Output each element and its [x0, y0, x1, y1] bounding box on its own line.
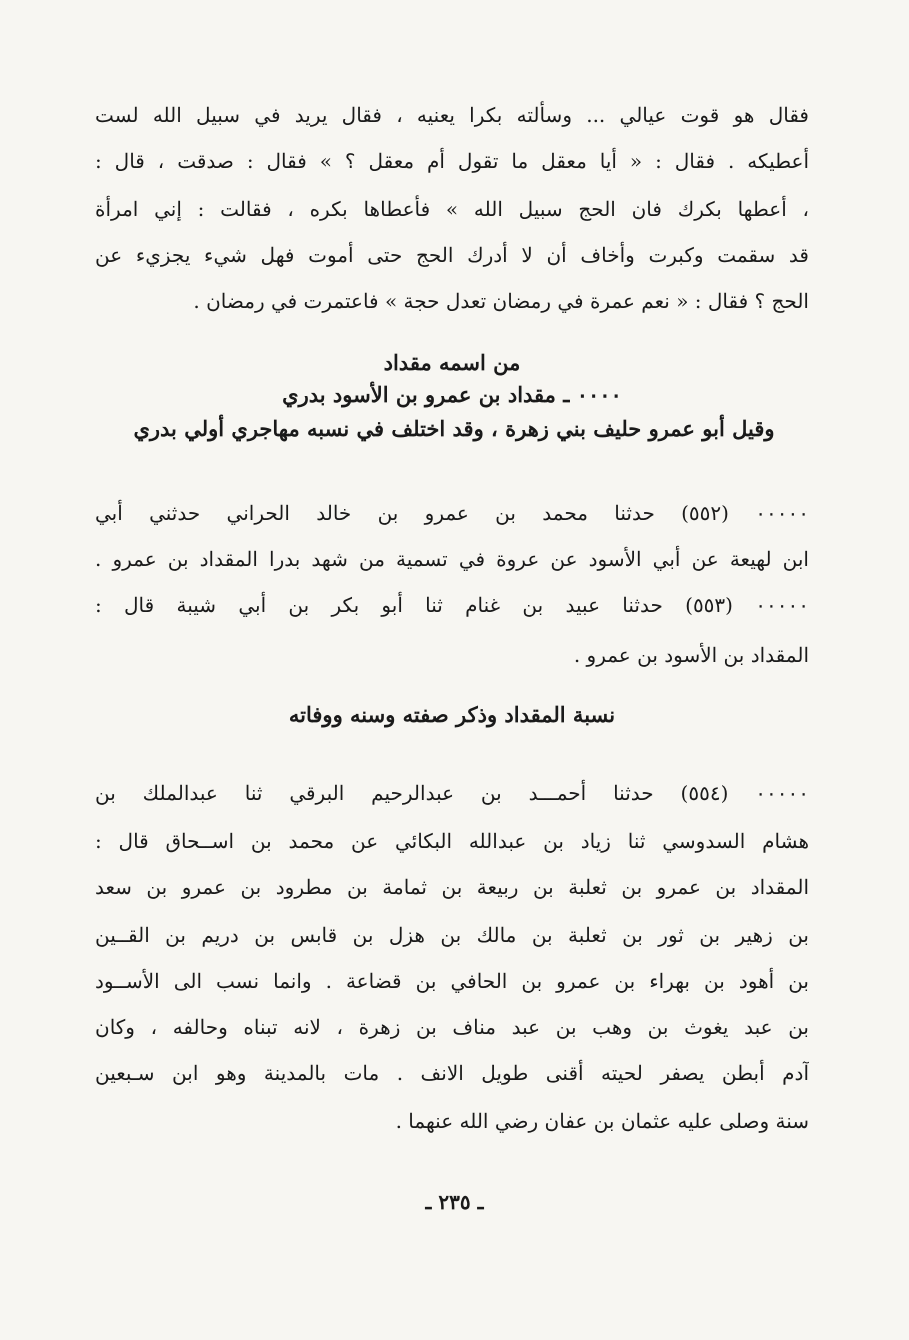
- section-heading: نسبة المقداد وذكر صفته وسنه ووفاته: [288, 702, 616, 727]
- paragraph-line: قد سقمت وكبرت وأخاف أن لا أدرك الحج حتى أموت فهل شيء يجزيء عن: [95, 243, 809, 267]
- entry-subtitle: وقيل أبو عمرو حليف بني زهرة ، وقد اختلف في نسبه مهاجري أولي بدري: [133, 416, 775, 441]
- hadith-line: ٠٠٠٠٠ (٥٥٣) حدثنا عبيد بن غنام ثنا أبو بكر بن أبي شيبة قال :: [95, 593, 809, 617]
- hadith-line: المقداد بن الأسود بن عمرو .: [573, 643, 809, 667]
- section-heading: من اسمه مقداد: [383, 350, 521, 375]
- paragraph-line: الحج ؟ فقال : « نعم عمرة في رمضان تعدل حجة » فاعتمرت في رمضان .: [193, 289, 809, 313]
- hadith-line: ابن لهيعة عن أبي الأسود عن عروة في تسمية من شهد بدرا المقداد بن عمرو .: [95, 547, 809, 571]
- hadith-line: سنة وصلى عليه عثمان بن عفان رضي الله عنهما .: [395, 1109, 809, 1133]
- paragraph-line: فقال هو قوت عيالي ... وسألته بكرا يعنيه ، فقال يريد في سبيل الله لست: [95, 103, 809, 127]
- hadith-line: بن عبد يغوث بن وهب بن عبد مناف بن زهرة ، لانه تبناه وحالفه ، وكان: [95, 1015, 809, 1039]
- hadith-line: بن أهود بن بهراء بن عمرو بن الحافي بن قضاعة . وانما نسب الى الأســود: [95, 969, 809, 993]
- hadith-line: آدم أبطن يصفر لحيته أقنى طويل الانف . مات بالمدينة وهو ابن سـبعين: [95, 1061, 809, 1085]
- entry-title: ٠٠٠٠ ـ مقداد بن عمرو بن الأسود بدري: [282, 382, 622, 407]
- paragraph-line: ، أعطها بكرك فان الحج سبيل الله » فأعطاها بكره ، فقالت : إني امرأة: [95, 197, 809, 221]
- paragraph-line: أعطيكه . فقال : « أيا معقل ما تقول أم معقل ؟ » فقال : صدقت ، قال :: [95, 149, 809, 173]
- hadith-line: ٠٠٠٠٠ (٥٥٤) حدثنا أحمـــد بن عبدالرحيم البرقي ثنا عبدالملك بن: [95, 781, 809, 805]
- page-number: ـ ٢٣٥ ـ: [425, 1190, 484, 1214]
- hadith-line: ٠٠٠٠٠ (٥٥٢) حدثنا محمد بن عمرو بن خالد الحراني حدثني أبي: [95, 501, 809, 525]
- hadith-line: بن زهير بن ثور بن ثعلبة بن مالك بن هزل بن قابس بن دريم بن القــين: [95, 923, 809, 947]
- hadith-line: المقداد بن عمرو بن ثعلبة بن ربيعة بن ثمامة بن مطرود بن عمرو بن سعد: [95, 875, 809, 899]
- hadith-line: هشام السدوسي ثنا زياد بن عبدالله البكائي عن محمد بن اســحاق قال :: [95, 829, 809, 853]
